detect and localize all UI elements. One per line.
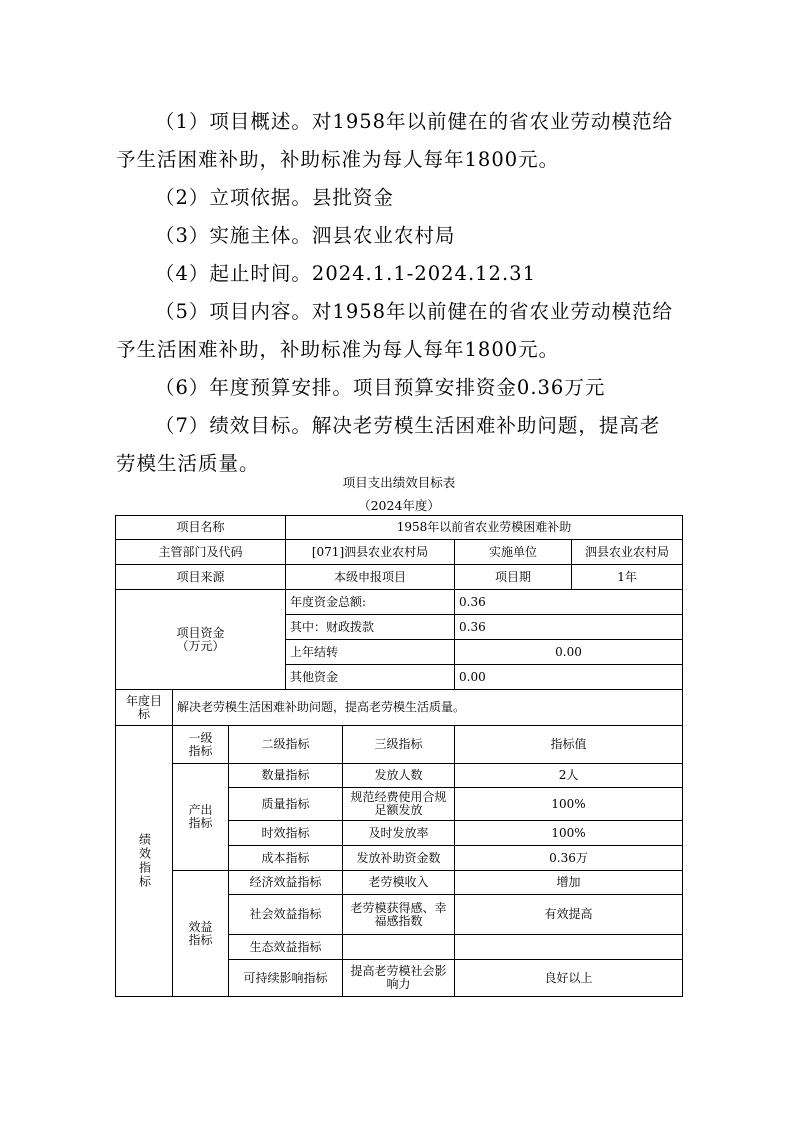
annual-goal-label: 年度目标 <box>116 690 173 726</box>
level3-cell <box>343 935 455 960</box>
table-row <box>116 516 683 540</box>
level3-cell: 发放补助资金数 <box>343 846 455 871</box>
performance-table <box>115 515 683 997</box>
level2-cell: 质量指标 <box>229 788 343 821</box>
value-cell: 100% <box>455 788 683 821</box>
level2-cell: 社会效益指标 <box>229 895 343 935</box>
annual-goal-value: 解决老劳模生活困难补助问题，提高老劳模生活质量。 <box>173 690 683 726</box>
funds-row-label: 其中：财政拨款 <box>286 615 455 640</box>
level3-cell: 老劳模收入 <box>343 871 455 895</box>
table-row <box>116 690 683 726</box>
table-row <box>116 764 683 788</box>
paragraph-period: （4）起止时间。2024.1.1-2024.12.31 <box>155 262 536 285</box>
header-level2: 二级指标 <box>229 726 343 764</box>
level2-cell: 时效指标 <box>229 821 343 846</box>
funds-row-label: 年度资金总额: <box>286 590 455 615</box>
value-cell: 100% <box>455 821 683 846</box>
funds-row-value: 0.36 <box>455 590 683 615</box>
level3-cell: 提高老劳模社会影响力 <box>343 960 455 997</box>
value-cell: 良好以上 <box>455 960 683 997</box>
funds-row-value: 0.00 <box>455 640 683 665</box>
header-level3: 三级指标 <box>343 726 455 764</box>
output-label: 产出指标 <box>173 764 229 871</box>
value-cell: 增加 <box>455 871 683 895</box>
header-value: 指标值 <box>455 726 683 764</box>
level3-cell: 规范经费使用合规足额发放 <box>343 788 455 821</box>
header-level1: 一级指标 <box>173 726 229 764</box>
funds-row-value: 0.36 <box>455 615 683 640</box>
funds-row-label: 上年结转 <box>286 640 455 665</box>
paragraph-basis: （2）立项依据。县批资金 <box>155 186 394 209</box>
funds-row-value: 0.00 <box>455 665 683 690</box>
period-label: 项目期 <box>455 565 572 590</box>
dept-label: 主管部门及代码 <box>116 540 286 565</box>
project-name-label: 项目名称 <box>116 516 286 540</box>
funds-label-text: 项目资金 <box>176 625 225 640</box>
funds-unit: （万元） <box>176 638 225 653</box>
impl-unit-value: 泗县农业农村局 <box>572 540 683 565</box>
paragraph-content-cont: 予生活困难补助，补助标准为每人每年1800元。 <box>116 338 560 361</box>
perf-label: 绩效指标 <box>116 726 173 997</box>
paragraph-goal-cont: 劳模生活质量。 <box>116 452 260 475</box>
source-label: 项目来源 <box>116 565 286 590</box>
level2-cell: 可持续影响指标 <box>229 960 343 997</box>
funds-row-label: 其他资金 <box>286 665 455 690</box>
value-cell: 有效提高 <box>455 895 683 935</box>
value-cell <box>455 935 683 960</box>
level2-cell: 生态效益指标 <box>229 935 343 960</box>
level3-cell: 老劳模获得感、幸福感指数 <box>343 895 455 935</box>
level3-cell: 及时发放率 <box>343 821 455 846</box>
paragraph-goal: （7）绩效目标。解决老劳模生活困难补助问题，提高老 <box>155 414 661 437</box>
period-value: 1年 <box>572 565 683 590</box>
dept-value: [071]泗县农业农村局 <box>286 540 455 565</box>
paragraph-overview-cont: 予生活困难补助，补助标准为每人每年1800元。 <box>116 148 560 171</box>
level2-cell: 成本指标 <box>229 846 343 871</box>
paragraph-content: （5）项目内容。对1958年以前健在的省农业劳动模范给 <box>155 300 674 323</box>
value-cell: 2人 <box>455 764 683 788</box>
benefit-label: 效益指标 <box>173 871 229 997</box>
impl-unit-label: 实施单位 <box>455 540 572 565</box>
value-cell: 0.36万 <box>455 846 683 871</box>
level2-cell: 经济效益指标 <box>229 871 343 895</box>
project-name-value: 1958年以前省农业劳模困难补助 <box>286 516 683 540</box>
level2-cell: 数量指标 <box>229 764 343 788</box>
table-row <box>116 590 683 615</box>
table-row <box>116 726 683 764</box>
table-year: （2024年度） <box>358 498 440 513</box>
source-value: 本级申报项目 <box>286 565 455 590</box>
level3-cell: 发放人数 <box>343 764 455 788</box>
table-row <box>116 565 683 590</box>
paragraph-overview: （1）项目概述。对1958年以前健在的省农业劳动模范给 <box>155 110 674 133</box>
paragraph-implementer: （3）实施主体。泗县农业农村局 <box>155 224 456 247</box>
table-row <box>116 871 683 895</box>
paragraph-budget: （6）年度预算安排。项目预算安排资金0.36万元 <box>155 376 606 399</box>
table-title: 项目支出绩效目标表 <box>342 475 456 490</box>
funds-label <box>116 590 286 690</box>
table-row <box>116 540 683 565</box>
